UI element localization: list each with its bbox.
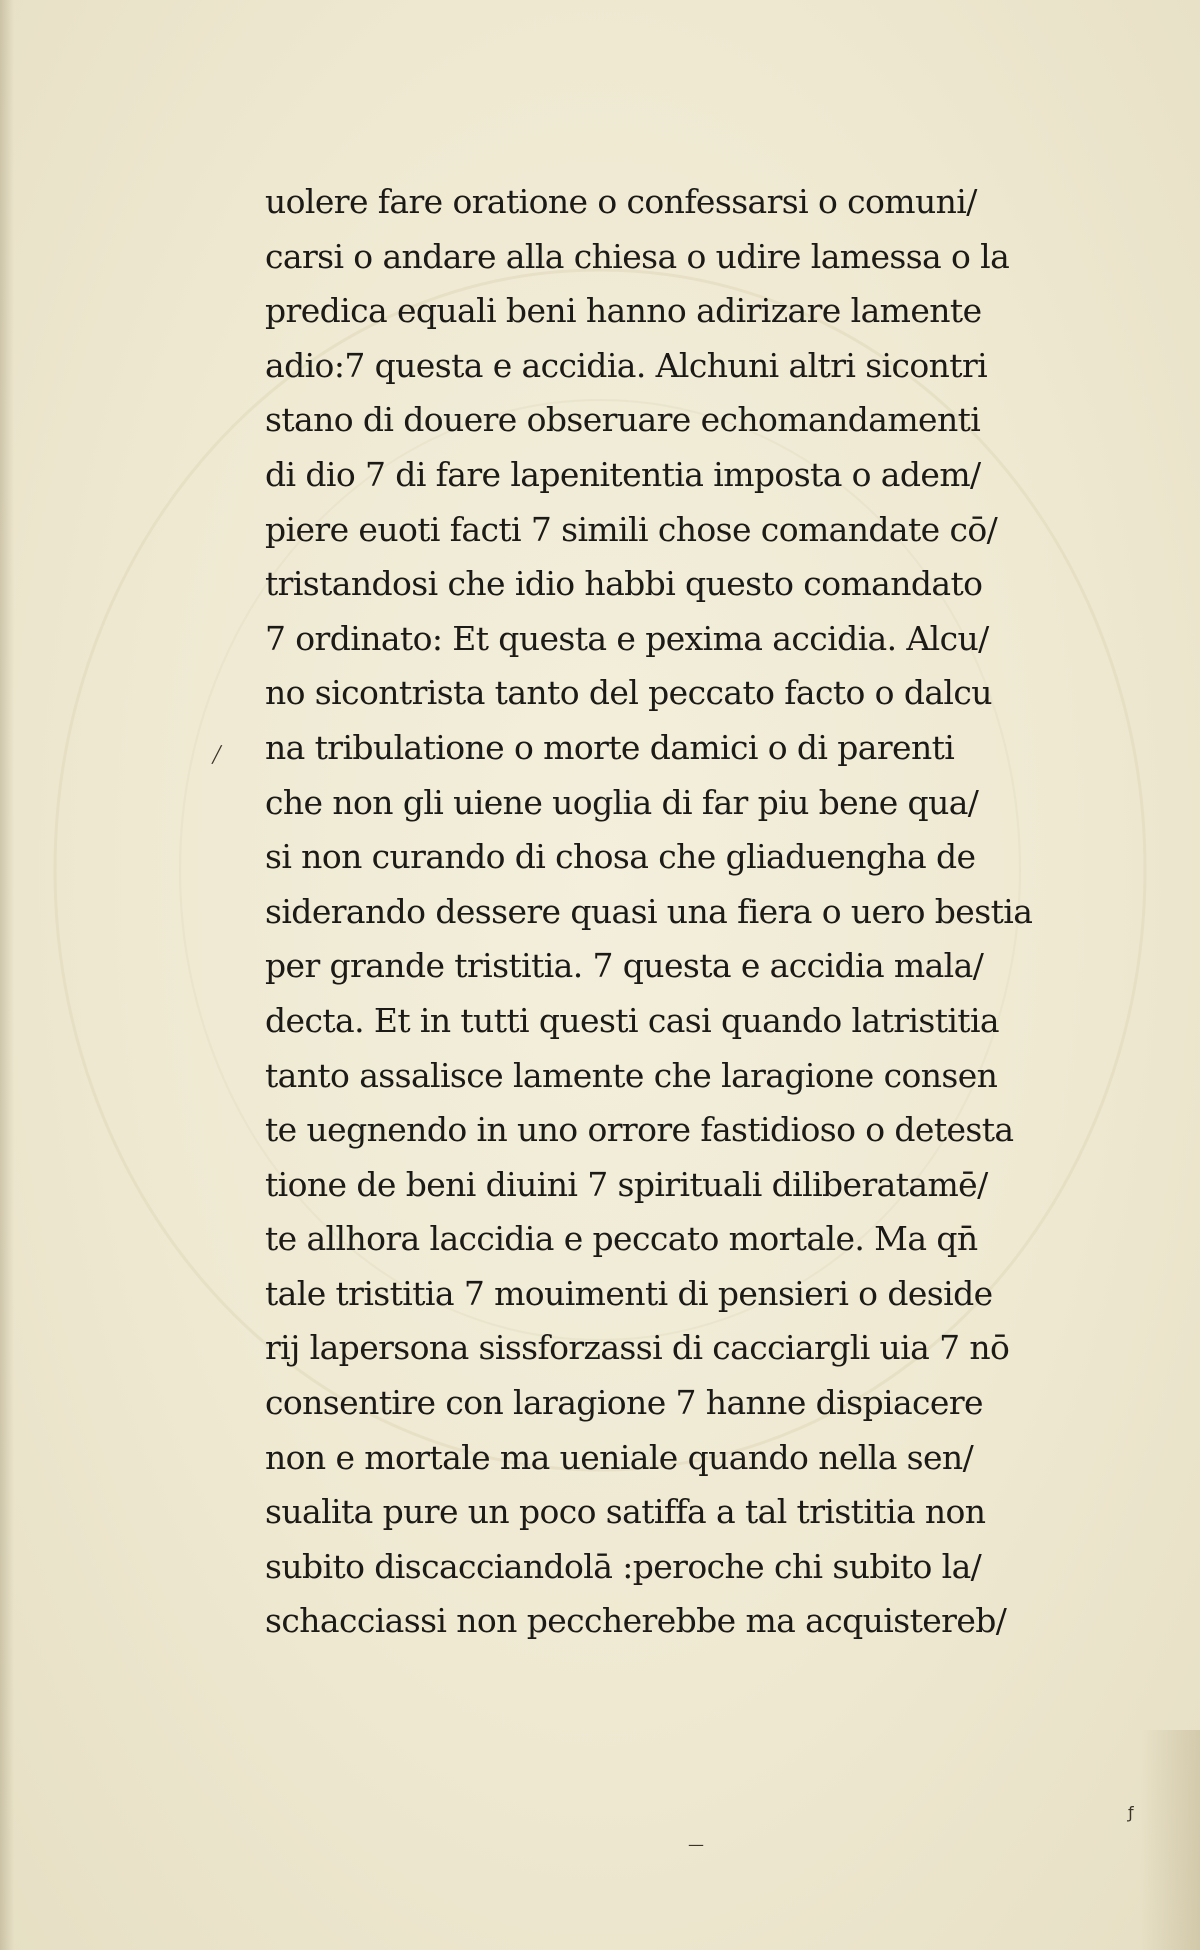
text-line: siderando dessere quasi una fiera o uero bestia bbox=[265, 891, 1033, 931]
text-line: na tribulatione o morte damici o di parenti bbox=[265, 727, 955, 767]
gutter-shadow bbox=[0, 0, 14, 1950]
text-line: che non gli uiene uoglia di far piu bene qua/ bbox=[265, 782, 979, 822]
text-line: uolere fare oratione o confessarsi o comuni/ bbox=[265, 182, 977, 221]
text-line: te uegnendo in uno orrore fastidioso o detesta bbox=[265, 1110, 1014, 1150]
text-line: tanto assalisce lamente che laragione consen bbox=[265, 1055, 998, 1095]
text-line: no sicontrista tanto del peccato facto o dalcu bbox=[265, 673, 992, 713]
text-line: tristandosi che idio habbi questo comandato bbox=[265, 564, 983, 604]
text-line: decta. Et in tutti questi casi quando latristitia bbox=[265, 1000, 999, 1040]
text-line: adio:7 questa e accidia. Alchuni altri sicontri bbox=[265, 345, 988, 385]
text-line: tione de beni diuini 7 spirituali diliberatamē/ bbox=[265, 1164, 988, 1204]
text-line: sualita pure un poco satiffa a tal tristitia non bbox=[265, 1492, 986, 1532]
text-line: stano di douere obseruare echomandamenti bbox=[265, 400, 981, 440]
text-line: carsi o andare alla chiesa o udire lamessa o la bbox=[265, 236, 1010, 276]
ink-speck: — bbox=[688, 1835, 704, 1854]
paper-stain bbox=[1140, 1730, 1200, 1950]
text-line: predica equali beni hanno adirizare lamente bbox=[265, 291, 982, 331]
text-line: schacciassi non peccherebbe ma acquistereb/ bbox=[265, 1601, 1007, 1641]
text-line: piere euoti facti 7 simili chose comandate cō/ bbox=[265, 509, 998, 549]
text-line: non e mortale ma ueniale quando nella sen/ bbox=[265, 1437, 974, 1477]
ink-speck: ╱ bbox=[212, 745, 222, 764]
text-line: di dio 7 di fare lapenitentia imposta o adem/ bbox=[265, 454, 981, 494]
text-line: consentire con laragione 7 hanne dispiacere bbox=[265, 1383, 983, 1423]
text-column bbox=[265, 175, 1095, 1649]
text-line: si non curando di chosa che gliaduengha de bbox=[265, 837, 976, 877]
ink-speck: ƒ bbox=[1128, 1803, 1134, 1822]
text-line: rij lapersona sissforzassi di cacciargli uia 7 nō bbox=[265, 1328, 1010, 1368]
text-line: per grande tristitia. 7 questa e accidia mala/ bbox=[265, 946, 984, 986]
text-line: subito discacciandolā :peroche chi subito la/ bbox=[265, 1546, 982, 1586]
text-line: te allhora laccidia e peccato mortale. Ma qn̄ bbox=[265, 1219, 978, 1259]
text-line: 7 ordinato: Et questa e pexima accidia. Alcu/ bbox=[265, 618, 989, 658]
text-line: tale tristitia 7 mouimenti di pensieri o deside bbox=[265, 1273, 993, 1313]
